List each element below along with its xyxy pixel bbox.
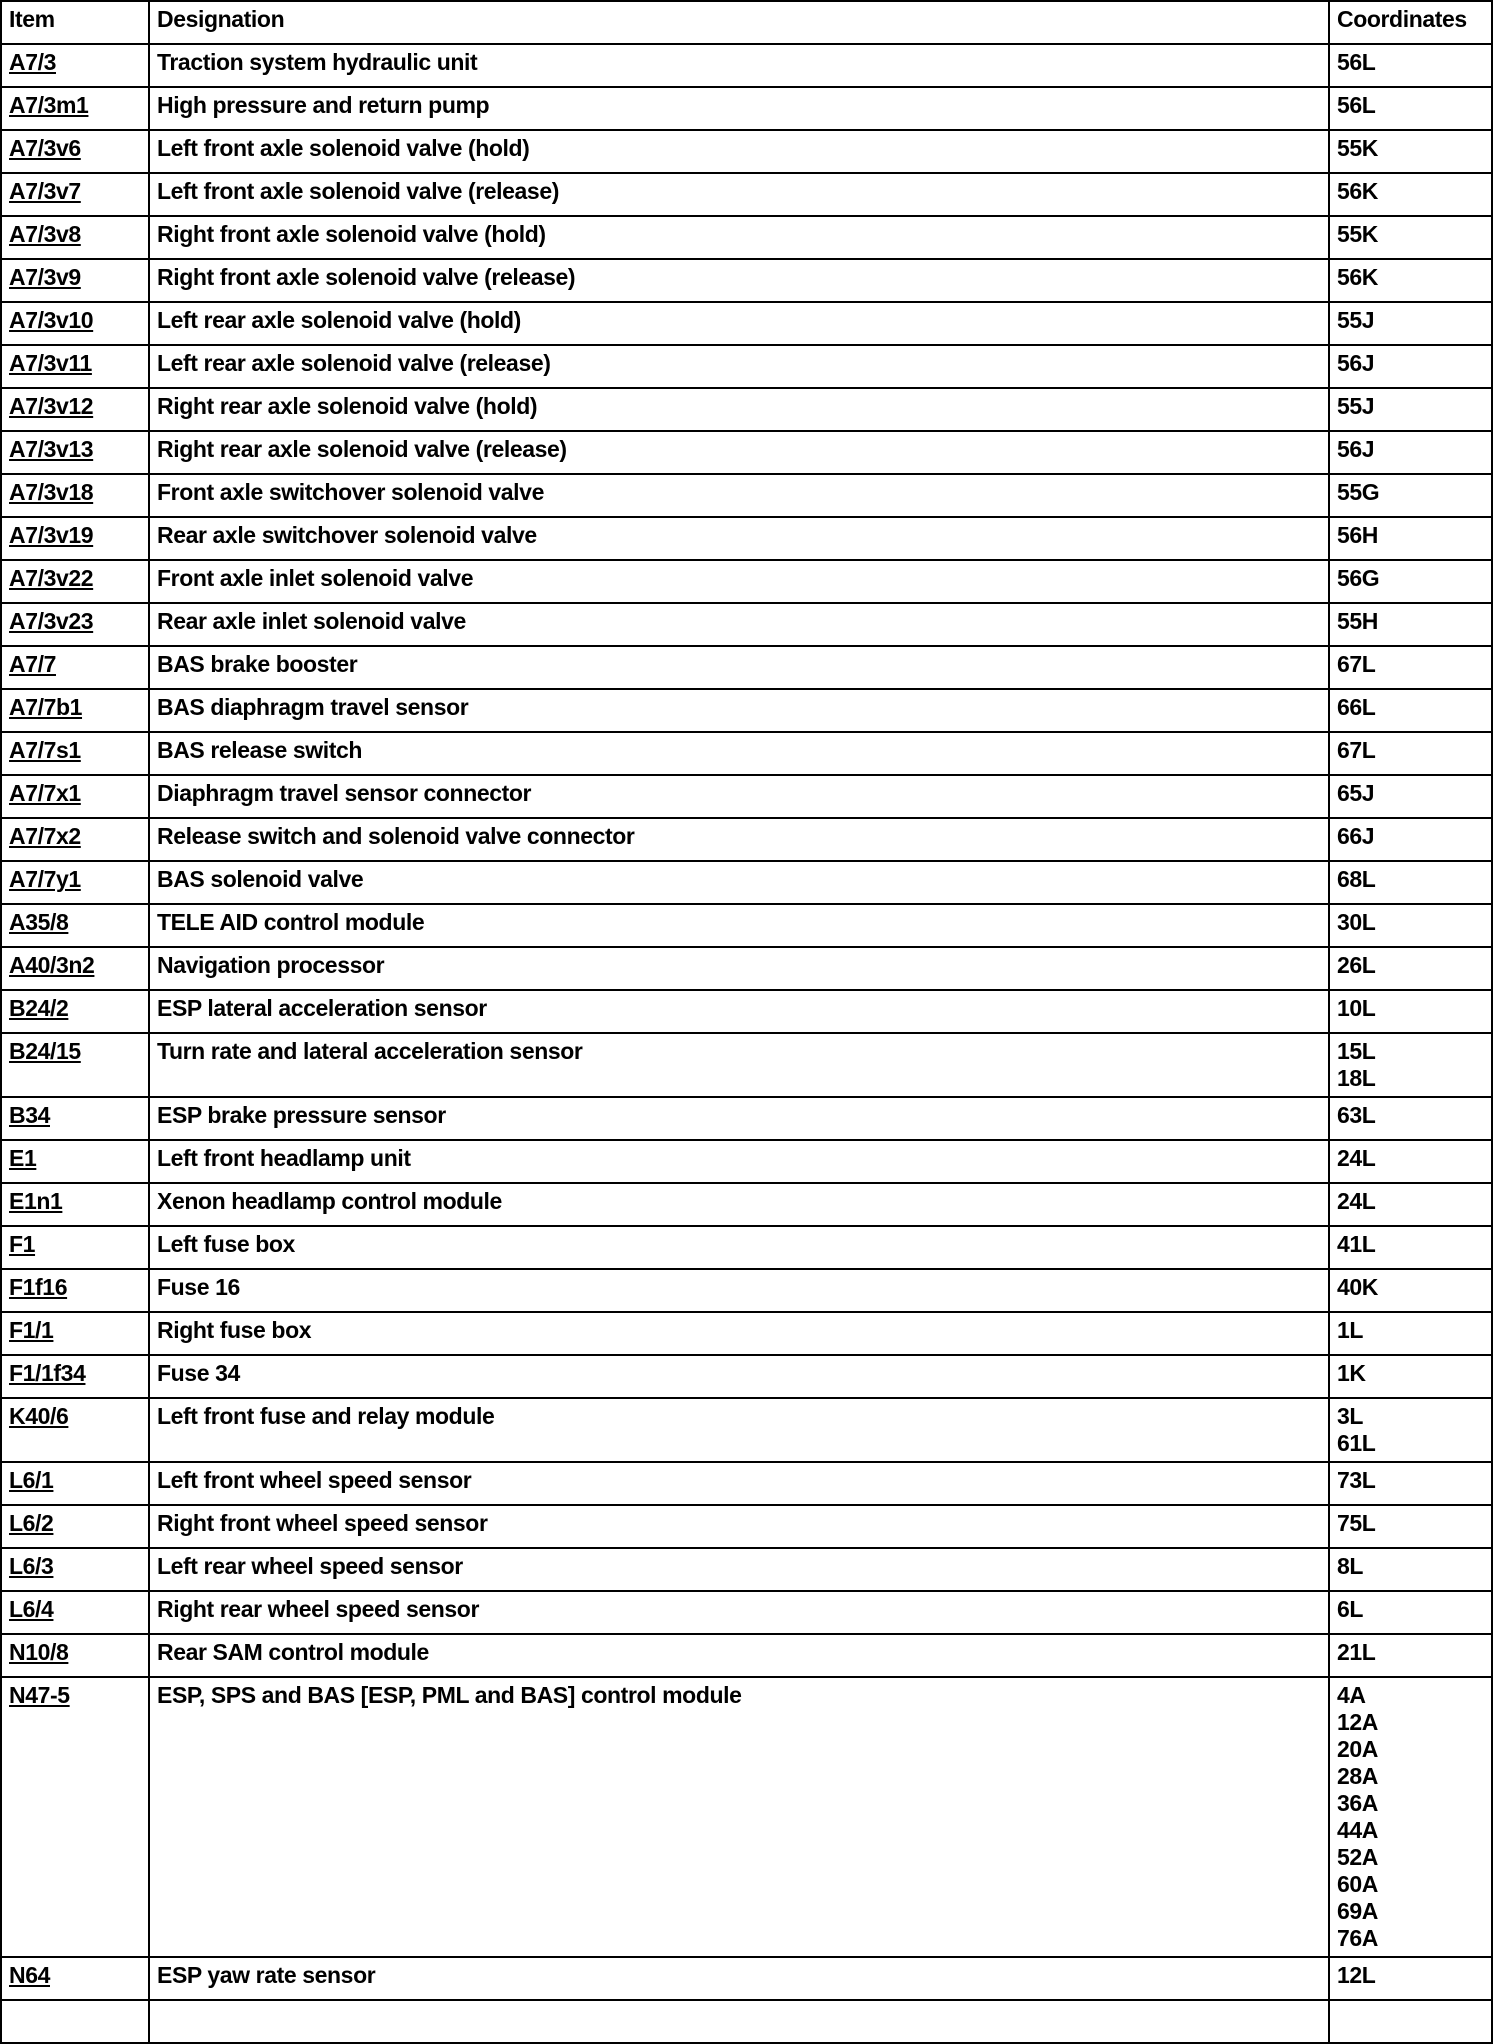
item-cell bbox=[1, 1957, 149, 2000]
item-cell bbox=[1, 517, 149, 560]
table-row bbox=[1, 646, 1492, 689]
coordinate-value: 1L bbox=[1337, 1317, 1364, 1343]
designation-cell: Right front axle solenoid valve (release) bbox=[149, 259, 1329, 302]
item-link[interactable]: A7/3v18 bbox=[9, 479, 94, 505]
item-cell bbox=[1, 1591, 149, 1634]
item-cell bbox=[1, 1226, 149, 1269]
item-cell bbox=[1, 603, 149, 646]
item-cell bbox=[1, 947, 149, 990]
coordinates-cell bbox=[1329, 87, 1492, 130]
designation-cell: Right rear axle solenoid valve (hold) bbox=[149, 388, 1329, 431]
coordinate-value: 21L bbox=[1337, 1639, 1376, 1665]
coordinates-cell bbox=[1329, 388, 1492, 431]
item-cell bbox=[1, 1355, 149, 1398]
coordinates-cell bbox=[1329, 173, 1492, 216]
coordinate-value: 76A bbox=[1337, 1925, 1378, 1951]
coordinates-cell bbox=[1329, 1183, 1492, 1226]
coordinate-value: 12L bbox=[1337, 1962, 1376, 1988]
table-row bbox=[1, 1548, 1492, 1591]
coordinate-value: 12A bbox=[1337, 1709, 1378, 1735]
coordinate-value: 15L bbox=[1337, 1038, 1376, 1064]
designation-cell: Left rear axle solenoid valve (release) bbox=[149, 345, 1329, 388]
table-row bbox=[1, 818, 1492, 861]
table-row bbox=[1, 44, 1492, 87]
coordinate-value: 30L bbox=[1337, 909, 1376, 935]
coordinate-value: 55J bbox=[1337, 307, 1375, 333]
table-row bbox=[1, 1398, 1492, 1462]
coordinates-cell bbox=[1329, 1548, 1492, 1591]
table-row bbox=[1, 603, 1492, 646]
coordinate-value: 3L bbox=[1337, 1403, 1364, 1429]
table-row bbox=[1, 732, 1492, 775]
coordinate-value: 56J bbox=[1337, 436, 1375, 462]
table-row bbox=[1, 1183, 1492, 1226]
item-link[interactable]: A7/7s1 bbox=[9, 737, 81, 763]
item-link[interactable]: A7/7x2 bbox=[9, 823, 81, 849]
coordinates-cell bbox=[1329, 44, 1492, 87]
item-cell bbox=[1, 1505, 149, 1548]
item-cell bbox=[1, 1548, 149, 1591]
coordinates-cell bbox=[1329, 1226, 1492, 1269]
item-link[interactable]: B24/2 bbox=[9, 995, 69, 1021]
item-cell bbox=[1, 216, 149, 259]
coordinates-cell bbox=[1329, 732, 1492, 775]
table-row bbox=[1, 259, 1492, 302]
coordinate-value: 68L bbox=[1337, 866, 1376, 892]
coordinates-cell bbox=[1329, 474, 1492, 517]
table-row bbox=[1, 1097, 1492, 1140]
table-row bbox=[1, 216, 1492, 259]
table-row bbox=[1, 904, 1492, 947]
designation-cell: Fuse 16 bbox=[149, 1269, 1329, 1312]
item-link[interactable]: A7/7x1 bbox=[9, 780, 81, 806]
item-cell bbox=[1, 431, 149, 474]
designation-cell: Right front axle solenoid valve (hold) bbox=[149, 216, 1329, 259]
designation-cell: Right rear axle solenoid valve (release) bbox=[149, 431, 1329, 474]
coordinates-cell bbox=[1329, 947, 1492, 990]
coordinates-cell bbox=[1329, 1033, 1492, 1097]
designation-cell: Turn rate and lateral acceleration sensor bbox=[149, 1033, 1329, 1097]
item-link[interactable]: A7/3v19 bbox=[9, 522, 94, 548]
coordinate-value: 55J bbox=[1337, 393, 1375, 419]
coordinates-cell bbox=[1329, 818, 1492, 861]
coordinates-cell bbox=[1329, 517, 1492, 560]
coordinates-cell bbox=[1329, 1591, 1492, 1634]
item-cell bbox=[1, 1634, 149, 1677]
coordinates-cell bbox=[1329, 1355, 1492, 1398]
designation-cell: Diaphragm travel sensor connector bbox=[149, 775, 1329, 818]
designation-cell: Left front axle solenoid valve (hold) bbox=[149, 130, 1329, 173]
designation-cell: Right rear wheel speed sensor bbox=[149, 1591, 1329, 1634]
designation-cell: Rear axle switchover solenoid valve bbox=[149, 517, 1329, 560]
coordinate-value: 63L bbox=[1337, 1102, 1376, 1128]
designation-cell: TELE AID control module bbox=[149, 904, 1329, 947]
table-header-row bbox=[1, 1, 1492, 44]
table-row bbox=[1, 947, 1492, 990]
coordinate-value: 36A bbox=[1337, 1790, 1378, 1816]
table-row bbox=[1, 1312, 1492, 1355]
coordinate-value: 65J bbox=[1337, 780, 1375, 806]
coordinates-cell bbox=[1329, 1634, 1492, 1677]
item-link[interactable]: A7/7b1 bbox=[9, 694, 83, 720]
coordinate-value: 55H bbox=[1337, 608, 1378, 634]
coordinates-cell bbox=[1329, 904, 1492, 947]
coordinate-value: 1K bbox=[1337, 1360, 1366, 1386]
item-cell bbox=[1, 345, 149, 388]
coordinate-value: 44A bbox=[1337, 1817, 1378, 1843]
coordinates-cell bbox=[1329, 603, 1492, 646]
table-row bbox=[1, 1355, 1492, 1398]
designation-cell: Rear axle inlet solenoid valve bbox=[149, 603, 1329, 646]
designation-cell: Rear SAM control module bbox=[149, 1634, 1329, 1677]
table-row bbox=[1, 345, 1492, 388]
table-row bbox=[1, 861, 1492, 904]
item-link[interactable]: K40/6 bbox=[9, 1403, 69, 1429]
item-cell bbox=[1, 1269, 149, 1312]
coordinate-value: 66J bbox=[1337, 823, 1375, 849]
item-link[interactable]: A7/3m1 bbox=[9, 92, 89, 118]
coordinate-value: 56H bbox=[1337, 522, 1378, 548]
table-body bbox=[1, 44, 1492, 2043]
table-row bbox=[1, 1033, 1492, 1097]
coordinate-value: 26L bbox=[1337, 952, 1376, 978]
item-link[interactable]: A7/3v11 bbox=[9, 350, 92, 376]
coordinates-cell bbox=[1329, 431, 1492, 474]
table-row bbox=[1, 990, 1492, 1033]
designation-cell: BAS brake booster bbox=[149, 646, 1329, 689]
coordinate-value: 56L bbox=[1337, 92, 1376, 118]
item-link[interactable]: A7/3v8 bbox=[9, 221, 81, 247]
item-link[interactable]: B24/15 bbox=[9, 1038, 81, 1064]
item-cell bbox=[1, 259, 149, 302]
coordinate-value: 41L bbox=[1337, 1231, 1376, 1257]
coordinates-cell bbox=[1329, 1312, 1492, 1355]
item-link[interactable]: A35/8 bbox=[9, 909, 69, 935]
item-cell bbox=[1, 130, 149, 173]
designation-cell: Left front axle solenoid valve (release) bbox=[149, 173, 1329, 216]
designation-cell: Left rear axle solenoid valve (hold) bbox=[149, 302, 1329, 345]
empty-cell bbox=[1329, 2000, 1492, 2043]
coordinates-cell bbox=[1329, 1677, 1492, 1957]
coordinate-value: 55K bbox=[1337, 135, 1378, 161]
coordinate-value: 40K bbox=[1337, 1274, 1378, 1300]
designation-cell: Right fuse box bbox=[149, 1312, 1329, 1355]
designation-cell: Right front wheel speed sensor bbox=[149, 1505, 1329, 1548]
item-cell bbox=[1, 173, 149, 216]
item-cell bbox=[1, 1312, 149, 1355]
item-link[interactable]: A7/3v9 bbox=[9, 264, 81, 290]
item-link[interactable]: A7/3 bbox=[9, 49, 56, 75]
item-link[interactable]: L6/3 bbox=[9, 1553, 54, 1579]
table-row bbox=[1, 388, 1492, 431]
item-link[interactable]: N47-5 bbox=[9, 1682, 70, 1708]
table-row bbox=[1, 87, 1492, 130]
coordinate-value: 67L bbox=[1337, 737, 1376, 763]
coordinate-value: 28A bbox=[1337, 1763, 1378, 1789]
item-cell bbox=[1, 689, 149, 732]
coordinates-cell bbox=[1329, 345, 1492, 388]
coordinates-cell bbox=[1329, 646, 1492, 689]
designation-cell: Navigation processor bbox=[149, 947, 1329, 990]
designation-cell: Xenon headlamp control module bbox=[149, 1183, 1329, 1226]
coordinate-value: 55G bbox=[1337, 479, 1380, 505]
item-cell bbox=[1, 1140, 149, 1183]
item-cell bbox=[1, 302, 149, 345]
table-row bbox=[1, 1634, 1492, 1677]
empty-row bbox=[1, 2000, 1492, 2043]
item-cell bbox=[1, 775, 149, 818]
table-row bbox=[1, 1462, 1492, 1505]
coordinate-value: 52A bbox=[1337, 1844, 1378, 1870]
item-link[interactable]: L6/1 bbox=[9, 1467, 54, 1493]
coordinates-cell bbox=[1329, 216, 1492, 259]
coordinates-cell bbox=[1329, 560, 1492, 603]
coordinate-value: 56L bbox=[1337, 49, 1376, 75]
item-link[interactable]: A7/3v10 bbox=[9, 307, 94, 333]
table-row bbox=[1, 689, 1492, 732]
coordinates-cell bbox=[1329, 861, 1492, 904]
item-cell bbox=[1, 474, 149, 517]
item-cell bbox=[1, 1677, 149, 1957]
item-cell bbox=[1, 1097, 149, 1140]
coordinate-value: 55K bbox=[1337, 221, 1378, 247]
coordinates-cell bbox=[1329, 689, 1492, 732]
item-link[interactable]: A7/3v13 bbox=[9, 436, 94, 462]
item-link[interactable]: A7/3v22 bbox=[9, 565, 94, 591]
designation-cell: Front axle inlet solenoid valve bbox=[149, 560, 1329, 603]
coordinate-value: 56K bbox=[1337, 264, 1378, 290]
coordinates-cell bbox=[1329, 1140, 1492, 1183]
designation-cell: Left fuse box bbox=[149, 1226, 1329, 1269]
item-cell bbox=[1, 87, 149, 130]
table-row bbox=[1, 474, 1492, 517]
coordinate-value: 18L bbox=[1337, 1065, 1376, 1091]
coordinate-value: 4A bbox=[1337, 1682, 1366, 1708]
designation-cell: BAS release switch bbox=[149, 732, 1329, 775]
designation-cell: High pressure and return pump bbox=[149, 87, 1329, 130]
coordinate-value: 56J bbox=[1337, 350, 1375, 376]
designation-cell: ESP yaw rate sensor bbox=[149, 1957, 1329, 2000]
coordinates-cell bbox=[1329, 1505, 1492, 1548]
coordinate-value: 10L bbox=[1337, 995, 1376, 1021]
designation-cell: Left front wheel speed sensor bbox=[149, 1462, 1329, 1505]
designation-cell: Fuse 34 bbox=[149, 1355, 1329, 1398]
item-link[interactable]: L6/2 bbox=[9, 1510, 54, 1536]
designation-cell: Left rear wheel speed sensor bbox=[149, 1548, 1329, 1591]
coordinate-value: 73L bbox=[1337, 1467, 1376, 1493]
table-row bbox=[1, 1226, 1492, 1269]
table-row bbox=[1, 431, 1492, 474]
table-row bbox=[1, 1505, 1492, 1548]
coordinate-value: 75L bbox=[1337, 1510, 1376, 1536]
header-designation: Designation bbox=[149, 1, 1329, 44]
designation-cell: ESP brake pressure sensor bbox=[149, 1097, 1329, 1140]
designation-cell: ESP, SPS and BAS [ESP, PML and BAS] control module bbox=[149, 1677, 1329, 1957]
designation-cell: Front axle switchover solenoid valve bbox=[149, 474, 1329, 517]
item-link[interactable]: A7/3v7 bbox=[9, 178, 81, 204]
designation-cell: BAS solenoid valve bbox=[149, 861, 1329, 904]
designation-cell: BAS diaphragm travel sensor bbox=[149, 689, 1329, 732]
item-cell bbox=[1, 1033, 149, 1097]
designation-cell: Release switch and solenoid valve connector bbox=[149, 818, 1329, 861]
item-link[interactable]: A7/7y1 bbox=[9, 866, 81, 892]
table-row bbox=[1, 302, 1492, 345]
coordinates-cell bbox=[1329, 990, 1492, 1033]
coordinates-cell bbox=[1329, 1269, 1492, 1312]
item-link[interactable]: A7/3v12 bbox=[9, 393, 94, 419]
table-row bbox=[1, 1677, 1492, 1957]
empty-cell bbox=[149, 2000, 1329, 2043]
item-link[interactable]: E1 bbox=[9, 1145, 37, 1171]
coordinate-value: 67L bbox=[1337, 651, 1376, 677]
table-row bbox=[1, 1269, 1492, 1312]
header-coordinates: Coordinates bbox=[1329, 1, 1492, 44]
item-cell bbox=[1, 646, 149, 689]
coordinates-cell bbox=[1329, 1462, 1492, 1505]
designation-cell: Left front headlamp unit bbox=[149, 1140, 1329, 1183]
item-cell bbox=[1, 1462, 149, 1505]
item-link[interactable]: N10/8 bbox=[9, 1639, 69, 1665]
table-row bbox=[1, 517, 1492, 560]
item-link[interactable]: F1/1 bbox=[9, 1317, 54, 1343]
empty-cell bbox=[1, 2000, 149, 2043]
coordinate-value: 24L bbox=[1337, 1145, 1376, 1171]
item-link[interactable]: A7/7 bbox=[9, 651, 56, 677]
item-link[interactable]: A40/3n2 bbox=[9, 952, 95, 978]
item-link[interactable]: A7/3v23 bbox=[9, 608, 94, 634]
item-link[interactable]: F1 bbox=[9, 1231, 36, 1257]
table-row bbox=[1, 1140, 1492, 1183]
item-link[interactable]: A7/3v6 bbox=[9, 135, 81, 161]
coordinates-cell bbox=[1329, 302, 1492, 345]
table-row bbox=[1, 130, 1492, 173]
coordinates-cell bbox=[1329, 1097, 1492, 1140]
coordinate-value: 56K bbox=[1337, 178, 1378, 204]
coordinates-cell bbox=[1329, 259, 1492, 302]
coordinate-value: 60A bbox=[1337, 1871, 1378, 1897]
item-cell bbox=[1, 990, 149, 1033]
item-link[interactable]: N64 bbox=[9, 1962, 50, 1988]
item-cell bbox=[1, 560, 149, 603]
designation-cell: Left front fuse and relay module bbox=[149, 1398, 1329, 1462]
item-link[interactable]: E1n1 bbox=[9, 1188, 63, 1214]
coordinates-cell bbox=[1329, 775, 1492, 818]
coordinates-cell bbox=[1329, 1398, 1492, 1462]
header-item: Item bbox=[1, 1, 149, 44]
coordinate-value: 69A bbox=[1337, 1898, 1378, 1924]
coordinate-value: 61L bbox=[1337, 1430, 1376, 1456]
table-row bbox=[1, 775, 1492, 818]
item-cell bbox=[1, 44, 149, 87]
item-link[interactable]: F1f16 bbox=[9, 1274, 68, 1300]
item-cell bbox=[1, 1398, 149, 1462]
table-row bbox=[1, 1957, 1492, 2000]
designation-cell: Traction system hydraulic unit bbox=[149, 44, 1329, 87]
coordinate-value: 8L bbox=[1337, 1553, 1364, 1579]
item-link[interactable]: F1/1f34 bbox=[9, 1360, 86, 1386]
coordinate-value: 6L bbox=[1337, 1596, 1364, 1622]
item-cell bbox=[1, 732, 149, 775]
table-row bbox=[1, 560, 1492, 603]
item-cell bbox=[1, 904, 149, 947]
item-cell bbox=[1, 1183, 149, 1226]
coordinate-value: 66L bbox=[1337, 694, 1376, 720]
item-cell bbox=[1, 861, 149, 904]
coordinate-value: 20A bbox=[1337, 1736, 1378, 1762]
designation-cell: ESP lateral acceleration sensor bbox=[149, 990, 1329, 1033]
item-cell bbox=[1, 818, 149, 861]
coordinates-cell bbox=[1329, 1957, 1492, 2000]
item-link[interactable]: L6/4 bbox=[9, 1596, 54, 1622]
table-row bbox=[1, 173, 1492, 216]
table-row bbox=[1, 1591, 1492, 1634]
item-cell bbox=[1, 388, 149, 431]
item-link[interactable]: B34 bbox=[9, 1102, 50, 1128]
coordinate-value: 56G bbox=[1337, 565, 1380, 591]
coordinate-value: 24L bbox=[1337, 1188, 1376, 1214]
coordinates-cell bbox=[1329, 130, 1492, 173]
